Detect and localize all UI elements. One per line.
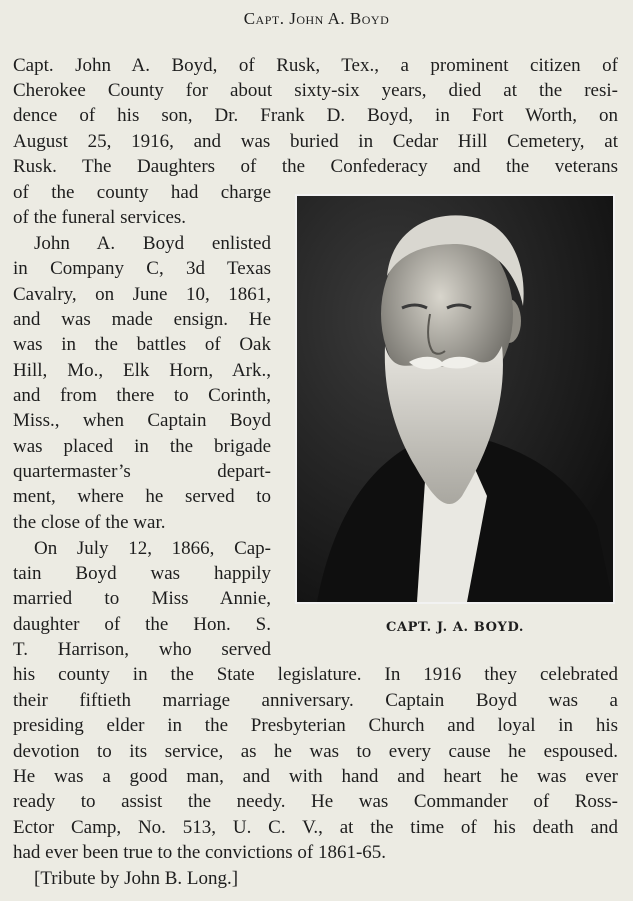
text-line-23: daughter of the Hon. S. xyxy=(13,614,271,635)
text-line-26: their fiftieth marriage anniversary. Captain Boyd was a xyxy=(13,690,618,711)
portrait-illustration xyxy=(297,196,613,602)
text-line-27: presiding elder in the Presbyterian Church and loyal in his xyxy=(13,715,618,736)
text-line-16: was placed in the brigade xyxy=(13,436,271,457)
article-title: Capt. John A. Boyd xyxy=(243,9,390,28)
text-line-25: his county in the State legislature. In 1916 they celebrated xyxy=(13,664,618,685)
text-line-11: and was made ensign. He xyxy=(13,309,271,330)
text-line-7: of the funeral services. xyxy=(13,207,187,228)
text-line-1: Capt. John A. Boyd, of Rusk, Tex., a prominent citizen of xyxy=(13,55,618,76)
text-line-32: had ever been true to the convictions of 1861-65. xyxy=(13,842,387,863)
text-line-4: August 25, 1916, and was buried in Cedar Hill Cemetery, at xyxy=(13,131,618,152)
text-line-15: Miss., when Captain Boyd xyxy=(13,410,271,431)
text-line-14: and from there to Corinth, xyxy=(13,385,271,406)
text-line-31: Ector Camp, No. 513, U. C. V., at the time of his death and xyxy=(13,817,618,838)
text-line-24: T. Harrison, who served xyxy=(13,639,271,660)
text-line-9: in Company C, 3d Texas xyxy=(13,258,271,279)
text-line-5: Rusk. The Daughters of the Confederacy and the veterans xyxy=(13,156,618,177)
text-line-28: devotion to its service, as he was to every cause he espoused. xyxy=(13,741,618,762)
text-line-19: the close of the war. xyxy=(13,512,166,533)
text-line-33: [Tribute by John B. Long.] xyxy=(34,868,239,889)
text-line-8: John A. Boyd enlisted xyxy=(34,233,271,254)
text-line-20: On July 12, 1866, Cap- xyxy=(34,538,271,559)
text-line-10: Cavalry, on June 10, 1861, xyxy=(13,284,271,305)
text-line-18: ment, where he served to xyxy=(13,486,271,507)
text-line-13: Hill, Mo., Elk Horn, Ark., xyxy=(13,360,271,381)
text-line-17: quartermaster’s depart- xyxy=(13,461,271,482)
text-line-29: He was a good man, and with hand and heart he was ever xyxy=(13,766,618,787)
text-line-30: ready to assist the needy. He was Commander of Ross- xyxy=(13,791,618,812)
text-line-2: Cherokee County for about sixty-six years, died at the resi- xyxy=(13,80,618,101)
text-line-6: of the county had charge xyxy=(13,182,271,203)
photo-caption: CAPT. J. A. BOYD. xyxy=(386,620,524,635)
text-line-3: dence of his son, Dr. Frank D. Boyd, in Fort Worth, on xyxy=(13,105,618,126)
text-line-22: married to Miss Annie, xyxy=(13,588,271,609)
text-line-12: was in the battles of Oak xyxy=(13,334,271,355)
portrait-photo xyxy=(295,194,615,604)
text-line-21: tain Boyd was happily xyxy=(13,563,271,584)
